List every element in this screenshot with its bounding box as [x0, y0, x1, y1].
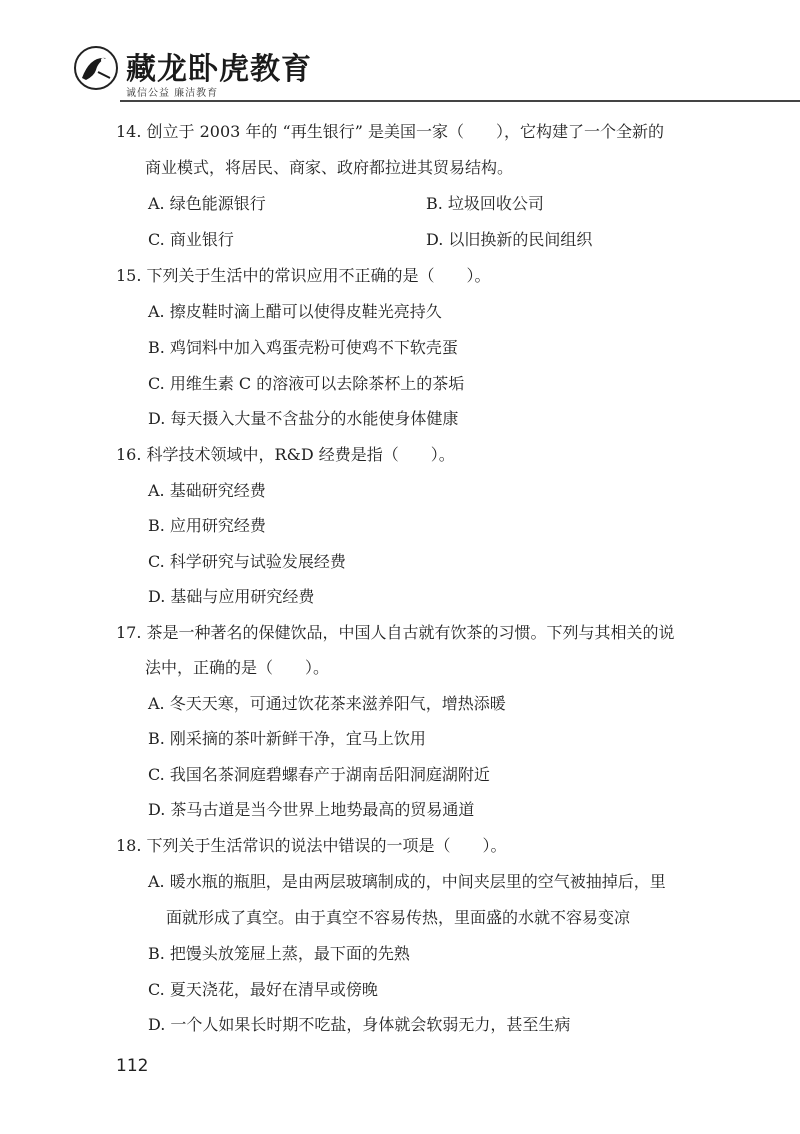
brand-tagline: 诚信公益 廉洁教育	[126, 88, 219, 99]
option: C. 用维生素 C 的溶液可以去除茶杯上的茶垢	[148, 374, 465, 393]
question-stem: 法中，正确的是（ ）。	[145, 658, 330, 677]
option: D. 茶马古道是当今世界上地势最高的贸易通道	[148, 800, 475, 819]
logo-emblem	[74, 46, 118, 90]
option: A. 擦皮鞋时滴上醋可以使得皮鞋光亮持久	[148, 302, 442, 321]
question-stem: 17. 茶是一种著名的保健饮品，中国人自古就有饮茶的习惯。下列与其相关的说	[116, 623, 675, 642]
option: B. 垃圾回收公司	[426, 194, 544, 213]
option: D. 一个人如果长时期不吃盐，身体就会软弱无力，甚至生病	[148, 1015, 571, 1034]
option: C. 我国名茶洞庭碧螺春产于湖南岳阳洞庭湖附近	[148, 765, 490, 784]
page-number: 112	[116, 1056, 149, 1076]
page-header	[0, 0, 800, 104]
question-stem: 16. 科学技术领域中，R&D 经费是指（ ）。	[116, 445, 455, 464]
option: D. 以旧换新的民间组织	[426, 230, 593, 249]
question-stem: 18. 下列关于生活常识的说法中错误的一项是（ ）。	[116, 836, 507, 855]
option: C. 夏天浇花，最好在清早或傍晚	[148, 980, 378, 999]
bird-icon	[76, 48, 116, 88]
option: C. 科学研究与试验发展经费	[148, 552, 346, 571]
header-divider	[120, 100, 800, 102]
option: A. 暖水瓶的瓶胆，是由两层玻璃制成的，中间夹层里的空气被抽掉后，里	[148, 872, 666, 891]
option: A. 绿色能源银行	[148, 194, 266, 213]
option: B. 应用研究经费	[148, 516, 266, 535]
brand-name: 藏龙卧虎教育	[126, 52, 312, 87]
option: B. 刚采摘的茶叶新鲜干净，宜马上饮用	[148, 729, 426, 748]
option: C. 商业银行	[148, 230, 234, 249]
option: D. 每天摄入大量不含盐分的水能使身体健康	[148, 409, 459, 428]
option: A. 基础研究经费	[148, 481, 266, 500]
option: D. 基础与应用研究经费	[148, 587, 315, 606]
question-stem: 14. 创立于 2003 年的 “再生银行” 是美国一家（ ），它构建了一个全新的	[116, 122, 664, 141]
option: A. 冬天天寒，可通过饮花茶来滋养阳气，增热添暖	[148, 694, 506, 713]
option: B. 鸡饲料中加入鸡蛋壳粉可使鸡不下软壳蛋	[148, 338, 458, 357]
question-stem: 商业模式，将居民、商家、政府都拉进其贸易结构。	[145, 158, 514, 177]
option-continuation: 面就形成了真空。由于真空不容易传热，里面盛的水就不容易变凉	[166, 908, 631, 927]
question-stem: 15. 下列关于生活中的常识应用不正确的是（ ）。	[116, 266, 491, 285]
option: B. 把馒头放笼屉上蒸，最下面的先熟	[148, 944, 410, 963]
